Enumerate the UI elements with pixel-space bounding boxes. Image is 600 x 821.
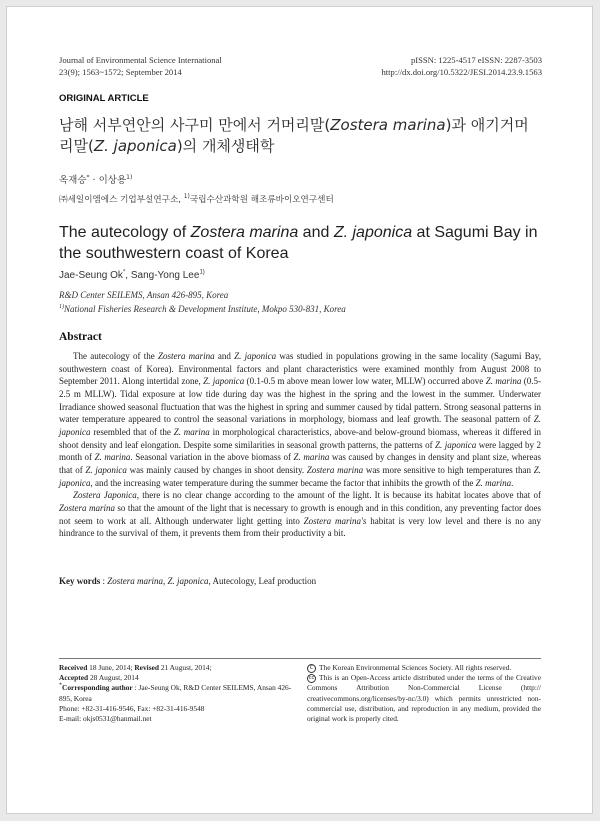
creative-commons-icon: cc (308, 675, 315, 681)
revised-label: Revised (134, 663, 159, 672)
author-mark: 1) (126, 173, 133, 181)
species-name: Zostera marina (59, 502, 115, 513)
species-name: Z. marina (485, 376, 522, 387)
copyright-icon: C (307, 664, 316, 673)
korean-affiliation (59, 193, 334, 205)
korean-title-part: )의 개체생태학 (176, 137, 275, 155)
korean-title-part: 남해 서부연안의 사구미 만에서 거머리말( (59, 116, 331, 134)
keyword: Z. japonica (167, 576, 209, 586)
article-type: ORIGINAL ARTICLE (59, 93, 149, 104)
received-label: Received (59, 663, 88, 672)
abstract-text: and (214, 351, 235, 361)
journal-issue: 23(9); 1563~1572; September 2014 (59, 66, 182, 77)
species-name: Zostera marina (306, 464, 364, 475)
keywords-label: Key words (59, 576, 101, 586)
copyright-line (307, 663, 541, 673)
korean-title-species: Z. japonica (93, 137, 177, 155)
abstract-paragraph-2 (59, 489, 541, 540)
abstract-body (59, 350, 541, 540)
affiliation-mark: 1) (183, 193, 190, 201)
license-text: This is an Open-Access article distributed under the terms of the Creative Commons Attribution Non-Commercial License (http:// creativecommons.org/licenses/by-nc/3.0) which permits unrestricted non-commercial use, distribution, and reproduction in any medium, provided the original work is properly cited. (307, 673, 541, 724)
author-separator: , (125, 270, 131, 281)
english-title-part: and (298, 224, 334, 241)
species-name: Z. japonica (234, 351, 277, 361)
abstract-text: The autecology of the (73, 351, 158, 361)
article-history (59, 663, 297, 724)
accepted-date: 28 August, 2014 (88, 673, 139, 683)
abstract-heading: Abstract (59, 331, 102, 343)
species-name: Z. japonica (435, 439, 477, 450)
keyword-separator: , (163, 576, 168, 586)
keyword: , Autecology, Leaf production (208, 576, 317, 586)
korean-authors (59, 172, 132, 186)
abstract-text: (0.5-2.5 m MLLW). Tidal exposure at low tide during day was the highest in the spring and the lowest in the summer. Underwater Irradiance showed seasonal fluctuation that was the highest in spring and summer caused by tidal pattern. Strong seasonal patterns in water temperature appeared to control the seasonal variations in morphology, biomass and leaf growth. The seasonal pattern of (59, 376, 541, 425)
english-title-species: Z. japonica (333, 224, 413, 241)
keyword: Zostera marina (107, 576, 164, 586)
korean-title-species: Zostera marina (330, 116, 446, 134)
abstract-text: . Seasonal variation in the above biomass of (130, 452, 294, 463)
article-doi[interactable]: http://dx.doi.org/10.5322/JESI.2014.23.9.1563 (381, 66, 542, 77)
received-date: 18 June, 2014; (87, 663, 135, 672)
abstract-text: , and the increasing water temperature during the summer became the factor that inhibits the growth of the (90, 477, 476, 488)
dates-line-1 (59, 663, 297, 673)
footer-divider (59, 658, 541, 659)
author-mark: 1) (199, 269, 205, 276)
english-title-part: at Sagumi Bay in the southwestern coast of Korea (59, 224, 538, 262)
species-name: Z. japonica (85, 464, 127, 475)
korean-affiliation-2: 국립수산과학원 해조류바이오연구센터 (189, 195, 334, 205)
copyright-text: The Korean Environmental Sciences Society. All rights reserved. (319, 663, 512, 672)
phone-fax: Phone: +82-31-416-9546, Fax: +82-31-416-9548 (59, 703, 205, 713)
korean-title-part: )과 애기거머리말( (59, 116, 529, 155)
english-author-2: Sang-Yong Lee (130, 270, 200, 281)
affiliation-mark: 1) (59, 304, 64, 310)
author-separator: · (89, 175, 99, 186)
accepted-label: Accepted (59, 673, 89, 683)
abstract-text: . (511, 477, 514, 488)
abstract-text: (0.1-0.5 m above mean lower low water, MLLW) occurred above (244, 376, 486, 387)
affiliation-2-text: National Fisheries Research & Development Institute, Mokpo 530-831, Korea (64, 304, 346, 314)
english-title (59, 222, 539, 264)
abstract-text: so that the amount of the light that is necessary to growth is enough and in this condition, any preventing factor does not seem to work at all. Although underwater light getting into (59, 502, 541, 526)
journal-name: Journal of Environmental Science International (59, 55, 222, 65)
abstract-text: in morphological characteristics, above-and below-ground biomass, whereas it differed in shoot density and leaf elongation. Despite some similarities in seasonal growth patterns, the patterns of (59, 426, 541, 450)
affiliation-1: R&D Center SEILEMS, Ansan 426-895, Korea (59, 290, 229, 300)
species-name: Z. marina (475, 477, 512, 488)
license-line (307, 673, 541, 724)
abstract-text: resembled that of the (90, 426, 174, 437)
header-left (59, 55, 222, 78)
license-info (307, 663, 541, 724)
species-name: Z. japonica (59, 414, 541, 437)
abstract-text: was more sensitive to high temperatures than (363, 464, 534, 475)
korean-affiliation-1: ㈜세일이엠에스 기업부설연구소, (59, 195, 184, 205)
species-name: Zostera Japonica (73, 490, 137, 501)
keywords (59, 576, 316, 586)
corresponding-text: : Jae-Seung Ok, R&D Center SEILEMS, Ansan 426-895, Korea (59, 683, 292, 703)
abstract-text: was mainly caused by changes in shoot density. (126, 464, 307, 475)
corresponding-author (59, 683, 297, 703)
species-name: Z. marina (94, 452, 131, 463)
species-name: Z. marina (173, 426, 210, 437)
journal-issn: pISSN: 1225-4517 eISSN: 2287-3503 (410, 55, 542, 65)
author-mark: * (122, 269, 126, 276)
species-name: Zostera marina (157, 351, 215, 361)
english-title-part: The autecology of (59, 224, 191, 241)
abstract-text: habitat is very low level and there is no any hindrance to the survival of them, it prevents them from their productivity a bit. (59, 515, 541, 539)
english-title-species: Zostera marina (190, 224, 299, 241)
species-name: Z. japonica (59, 464, 541, 488)
revised-date: 21 August, 2014; (158, 663, 212, 672)
author-mark: * (86, 173, 90, 181)
author-mark: * (59, 682, 62, 689)
species-name: Z. marina (293, 452, 330, 463)
species-name: Z. japonica (203, 376, 245, 387)
dates-line-2 (59, 673, 297, 683)
abstract-text: , there is no clear change according to the amount of the light. It is because its habitat locates above that of (136, 490, 541, 501)
email[interactable]: E-mail: okjs0531@hanmail.net (59, 714, 152, 724)
korean-author-1: 옥재승 (59, 175, 87, 186)
korean-author-2: 이상용 (98, 175, 127, 186)
corresponding-label: Corresponding author (62, 683, 133, 693)
abstract-text: was caused by changes in density and plant size, whereas that of (59, 452, 542, 475)
korean-title (59, 115, 539, 157)
english-authors (59, 270, 205, 281)
species-name: Zostera marina's (303, 515, 367, 526)
keywords-separator: : (100, 576, 108, 586)
affiliation-2 (59, 304, 346, 314)
abstract-paragraph-1 (59, 350, 541, 489)
english-author-1: Jae-Seung Ok (59, 270, 123, 281)
header-right (381, 55, 542, 78)
abstract-text: were lagged by 2 month of (59, 439, 541, 463)
abstract-text: was studied in populations growing in the same locality (Sagumi Bay, southwestern coast of Korea). Environmental factors and plant characteristics were examined monthly from August 2008 to September 2011. Along intertidal zone, (59, 351, 541, 387)
